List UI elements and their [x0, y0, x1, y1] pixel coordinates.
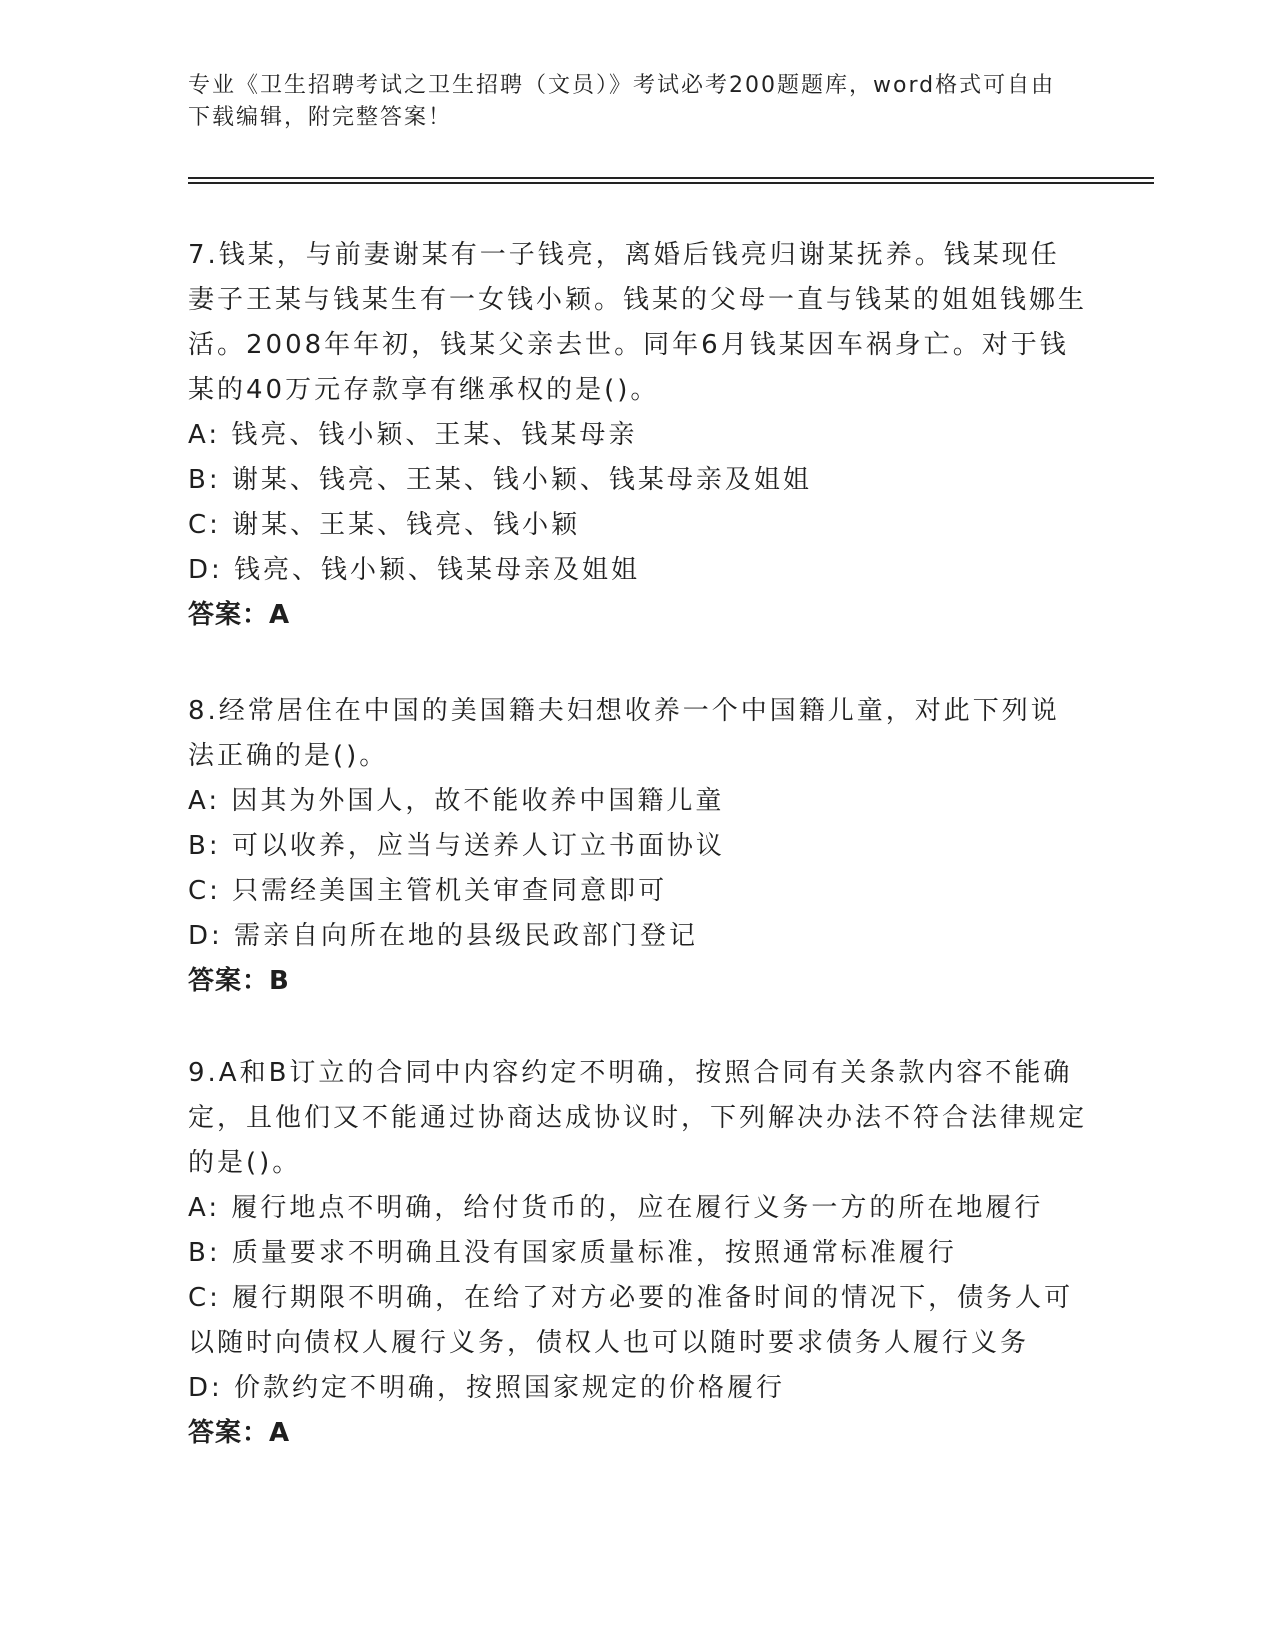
question-stem: 7.钱某，与前妻谢某有一子钱亮，离婚后钱亮归谢某抚养。钱某现任妻子王某与钱某生有一女钱小颖。钱某的父母一直与钱某的姐姐钱娜生活。2008年年初，钱某父亲去世。同年6月钱某因车祸身亡。对于钱某的40万元存款享有继承权的是()。 — [188, 240, 1088, 405]
option-a: A: 钱亮、钱小颖、王某、钱某母亲 — [188, 420, 638, 450]
header-divider-top — [188, 177, 1154, 179]
option-c: C: 只需经美国主管机关审查同意即可 — [188, 876, 668, 906]
question-stem: 8.经常居住在中国的美国籍夫妇想收养一个中国籍儿童，对此下列说法正确的是()。 — [188, 696, 1060, 771]
option-c: C: 谢某、王某、钱亮、钱小颖 — [188, 510, 581, 540]
document-header: 专业《卫生招聘考试之卫生招聘（文员）》考试必考200题题库，word格式可自由下载编辑，附完整答案！ — [188, 73, 1056, 130]
question-8 — [188, 689, 1088, 1004]
answer: 答案：B — [188, 966, 290, 996]
option-b: B: 可以收养，应当与送养人订立书面协议 — [188, 831, 725, 861]
option-d: D: 价款约定不明确，按照国家规定的价格履行 — [188, 1373, 786, 1403]
option-d: D: 钱亮、钱小颖、钱某母亲及姐姐 — [188, 555, 641, 585]
option-c: C: 履行期限不明确，在给了对方必要的准备时间的情况下，债务人可以随时向债权人履行义务，债权人也可以随时要求债务人履行义务 — [188, 1283, 1074, 1358]
option-d: D: 需亲自向所在地的县级民政部门登记 — [188, 921, 699, 951]
option-a: A: 履行地点不明确，给付货币的，应在履行义务一方的所在地履行 — [188, 1193, 1044, 1223]
option-b: B: 质量要求不明确且没有国家质量标准，按照通常标准履行 — [188, 1238, 957, 1268]
header-divider-bottom — [188, 182, 1154, 184]
option-b: B: 谢某、钱亮、王某、钱小颖、钱某母亲及姐姐 — [188, 465, 812, 495]
answer: 答案：A — [188, 1418, 291, 1448]
option-a: A: 因其为外国人，故不能收养中国籍儿童 — [188, 786, 725, 816]
question-9 — [188, 1051, 1088, 1456]
question-7 — [188, 233, 1088, 638]
answer: 答案：A — [188, 600, 291, 630]
question-stem: 9.A和B订立的合同中内容约定不明确，按照合同有关条款内容不能确定，且他们又不能通过协商达成协议时，下列解决办法不符合法律规定的是()。 — [188, 1058, 1088, 1178]
